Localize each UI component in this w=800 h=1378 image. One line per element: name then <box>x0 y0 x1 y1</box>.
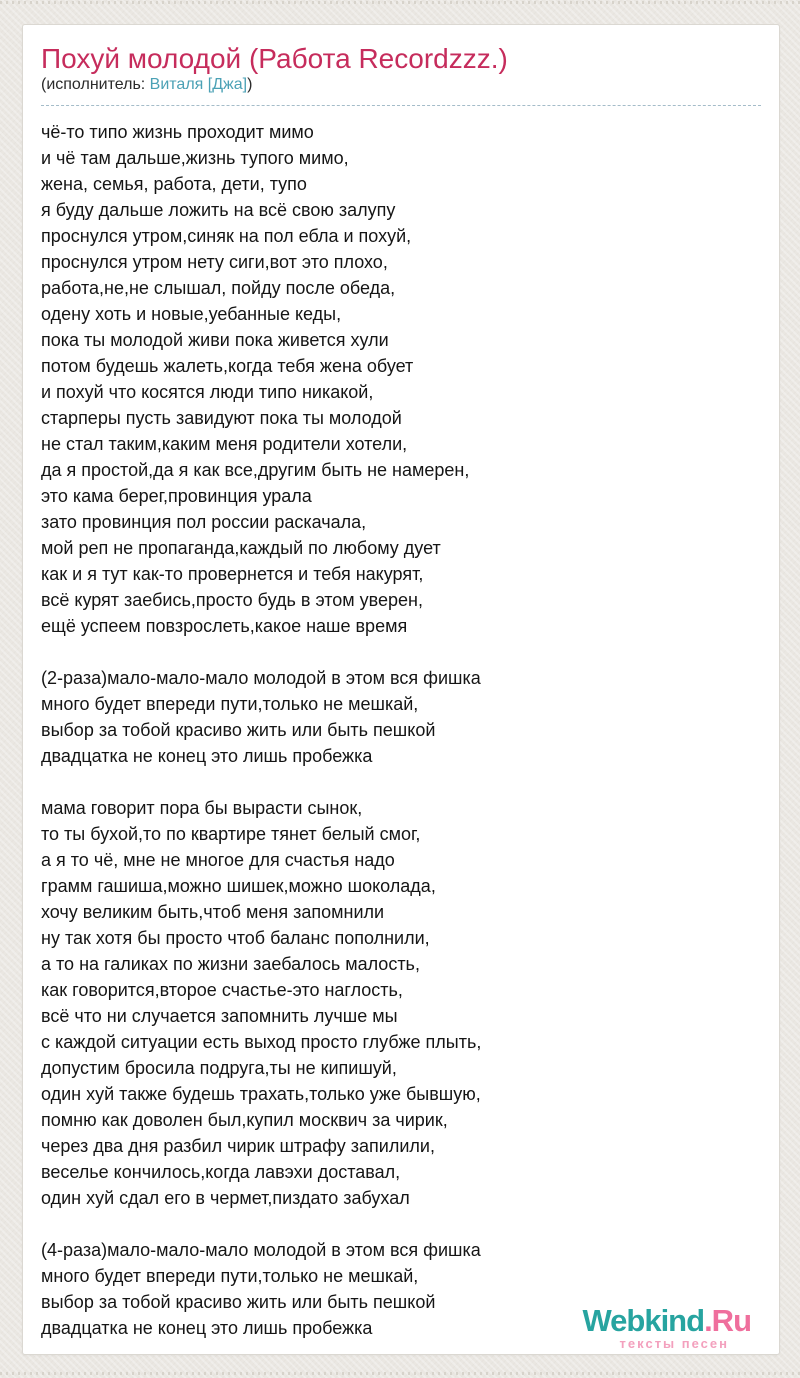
lyric-line: всё курят заебись,просто будь в этом уверен, <box>41 590 423 610</box>
page-title: Похуй молодой (Работа Recordzzz.) <box>41 43 508 74</box>
lyric-line: хочу великим быть,чтоб меня запомнили <box>41 902 385 922</box>
lyric-line: то ты бухой,то по квартире тянет белый смог, <box>41 824 421 844</box>
lyric-line: проснулся утром,синяк на пол ебла и похуй, <box>41 226 412 246</box>
lyric-line: чё-то типо жизнь проходит мимо <box>41 122 314 142</box>
lyric-line: грамм гашиша,можно шишек,можно шоколада, <box>41 876 436 896</box>
site-logo[interactable] <box>582 1303 751 1351</box>
lyric-line: двадцатка не конец это лишь пробежка <box>41 746 373 766</box>
page-bottom-dotted-edge <box>0 1372 800 1375</box>
lyric-line: пока ты молодой живи пока живется хули <box>41 330 389 350</box>
lyric-line: веселье кончилось,когда лавэхи доставал, <box>41 1162 401 1182</box>
lyric-line: потом будешь жалеть,когда тебя жена обует <box>41 356 414 376</box>
lyric-line: ну так хотя бы просто чтоб баланс пополнили, <box>41 928 430 948</box>
lyric-line: как говорится,второе счастье-это наглость, <box>41 980 403 1000</box>
lyric-line: помню как доволен был,купил москвич за чирик, <box>41 1110 448 1130</box>
lyric-line: с каждой ситуации есть выход просто глубже плыть, <box>41 1032 482 1052</box>
lyric-stanza <box>41 119 761 639</box>
lyric-line: много будет впереди пути,только не мешкай, <box>41 694 419 714</box>
artist-line <box>41 75 761 106</box>
content-card <box>22 24 780 1355</box>
lyric-line: мама говорит пора бы вырасти сынок, <box>41 798 363 818</box>
lyric-line: мой реп не пропаганда,каждый по любому дует <box>41 538 441 558</box>
lyric-line: двадцатка не конец это лишь пробежка <box>41 1318 373 1338</box>
lyric-line: жена, семья, работа, дети, тупо <box>41 174 307 194</box>
lyric-line: один хуй также будешь трахать,только уже бывшую, <box>41 1084 481 1104</box>
artist-link[interactable]: Виталя [Джа] <box>149 76 248 93</box>
lyric-line: выбор за тобой красиво жить или быть пешкой <box>41 720 436 740</box>
lyric-line: не стал таким,каким меня родители хотели, <box>41 434 408 454</box>
lyric-line: работа,не,не слышал, пойду после обеда, <box>41 278 396 298</box>
lyric-line: а я то чё, мне не многое для счастья надо <box>41 850 395 870</box>
lyric-line: всё что ни случается запомнить лучше мы <box>41 1006 398 1026</box>
lyric-line: старперы пусть завидуют пока ты молодой <box>41 408 402 428</box>
lyric-line: ещё успеем повзрослеть,какое наше время <box>41 616 408 636</box>
lyric-line: да я простой,да я как все,другим быть не намерен, <box>41 460 470 480</box>
lyrics <box>41 119 761 1341</box>
lyric-stanza <box>41 665 761 769</box>
lyric-line: одену хоть и новые,уебанные кеды, <box>41 304 342 324</box>
lyric-line: (4-раза)мало-мало-мало молодой в этом вся фишка <box>41 1240 481 1260</box>
artist-label: (исполнитель: <box>41 76 150 93</box>
site-logo-main: Webkind <box>582 1303 705 1338</box>
lyric-line: (2-раза)мало-мало-мало молодой в этом вся фишка <box>41 668 481 688</box>
lyric-line: выбор за тобой красиво жить или быть пешкой <box>41 1292 436 1312</box>
lyric-line: допустим бросила подруга,ты не кипишуй, <box>41 1058 397 1078</box>
lyric-line: это кама берег,провинция урала <box>41 486 312 506</box>
lyric-line: как и я тут как-то провернется и тебя накурят, <box>41 564 424 584</box>
lyric-line: а то на галиках по жизни заебалось малость, <box>41 954 420 974</box>
page-top-dotted-edge <box>0 1 800 4</box>
site-logo-tagline: тексты песен <box>619 1336 729 1351</box>
site-logo-wordmark <box>582 1303 751 1338</box>
lyric-line: проснулся утром нету сиги,вот это плохо, <box>41 252 388 272</box>
artist-line-suffix: ) <box>247 76 253 93</box>
lyric-line: через два дня разбил чирик штрафу запилили, <box>41 1136 435 1156</box>
lyric-line: много будет впереди пути,только не мешкай, <box>41 1266 419 1286</box>
lyric-line: и похуй что косятся люди типо никакой, <box>41 382 374 402</box>
site-logo-suffix: .Ru <box>704 1303 751 1338</box>
lyric-line: один хуй сдал его в чермет,пиздато забухал <box>41 1188 410 1208</box>
lyric-stanza <box>41 795 761 1211</box>
lyric-line: я буду дальше ложить на всё свою залупу <box>41 200 396 220</box>
lyric-line: и чё там дальше,жизнь тупого мимо, <box>41 148 349 168</box>
lyric-line: зато провинция пол россии раскачала, <box>41 512 367 532</box>
